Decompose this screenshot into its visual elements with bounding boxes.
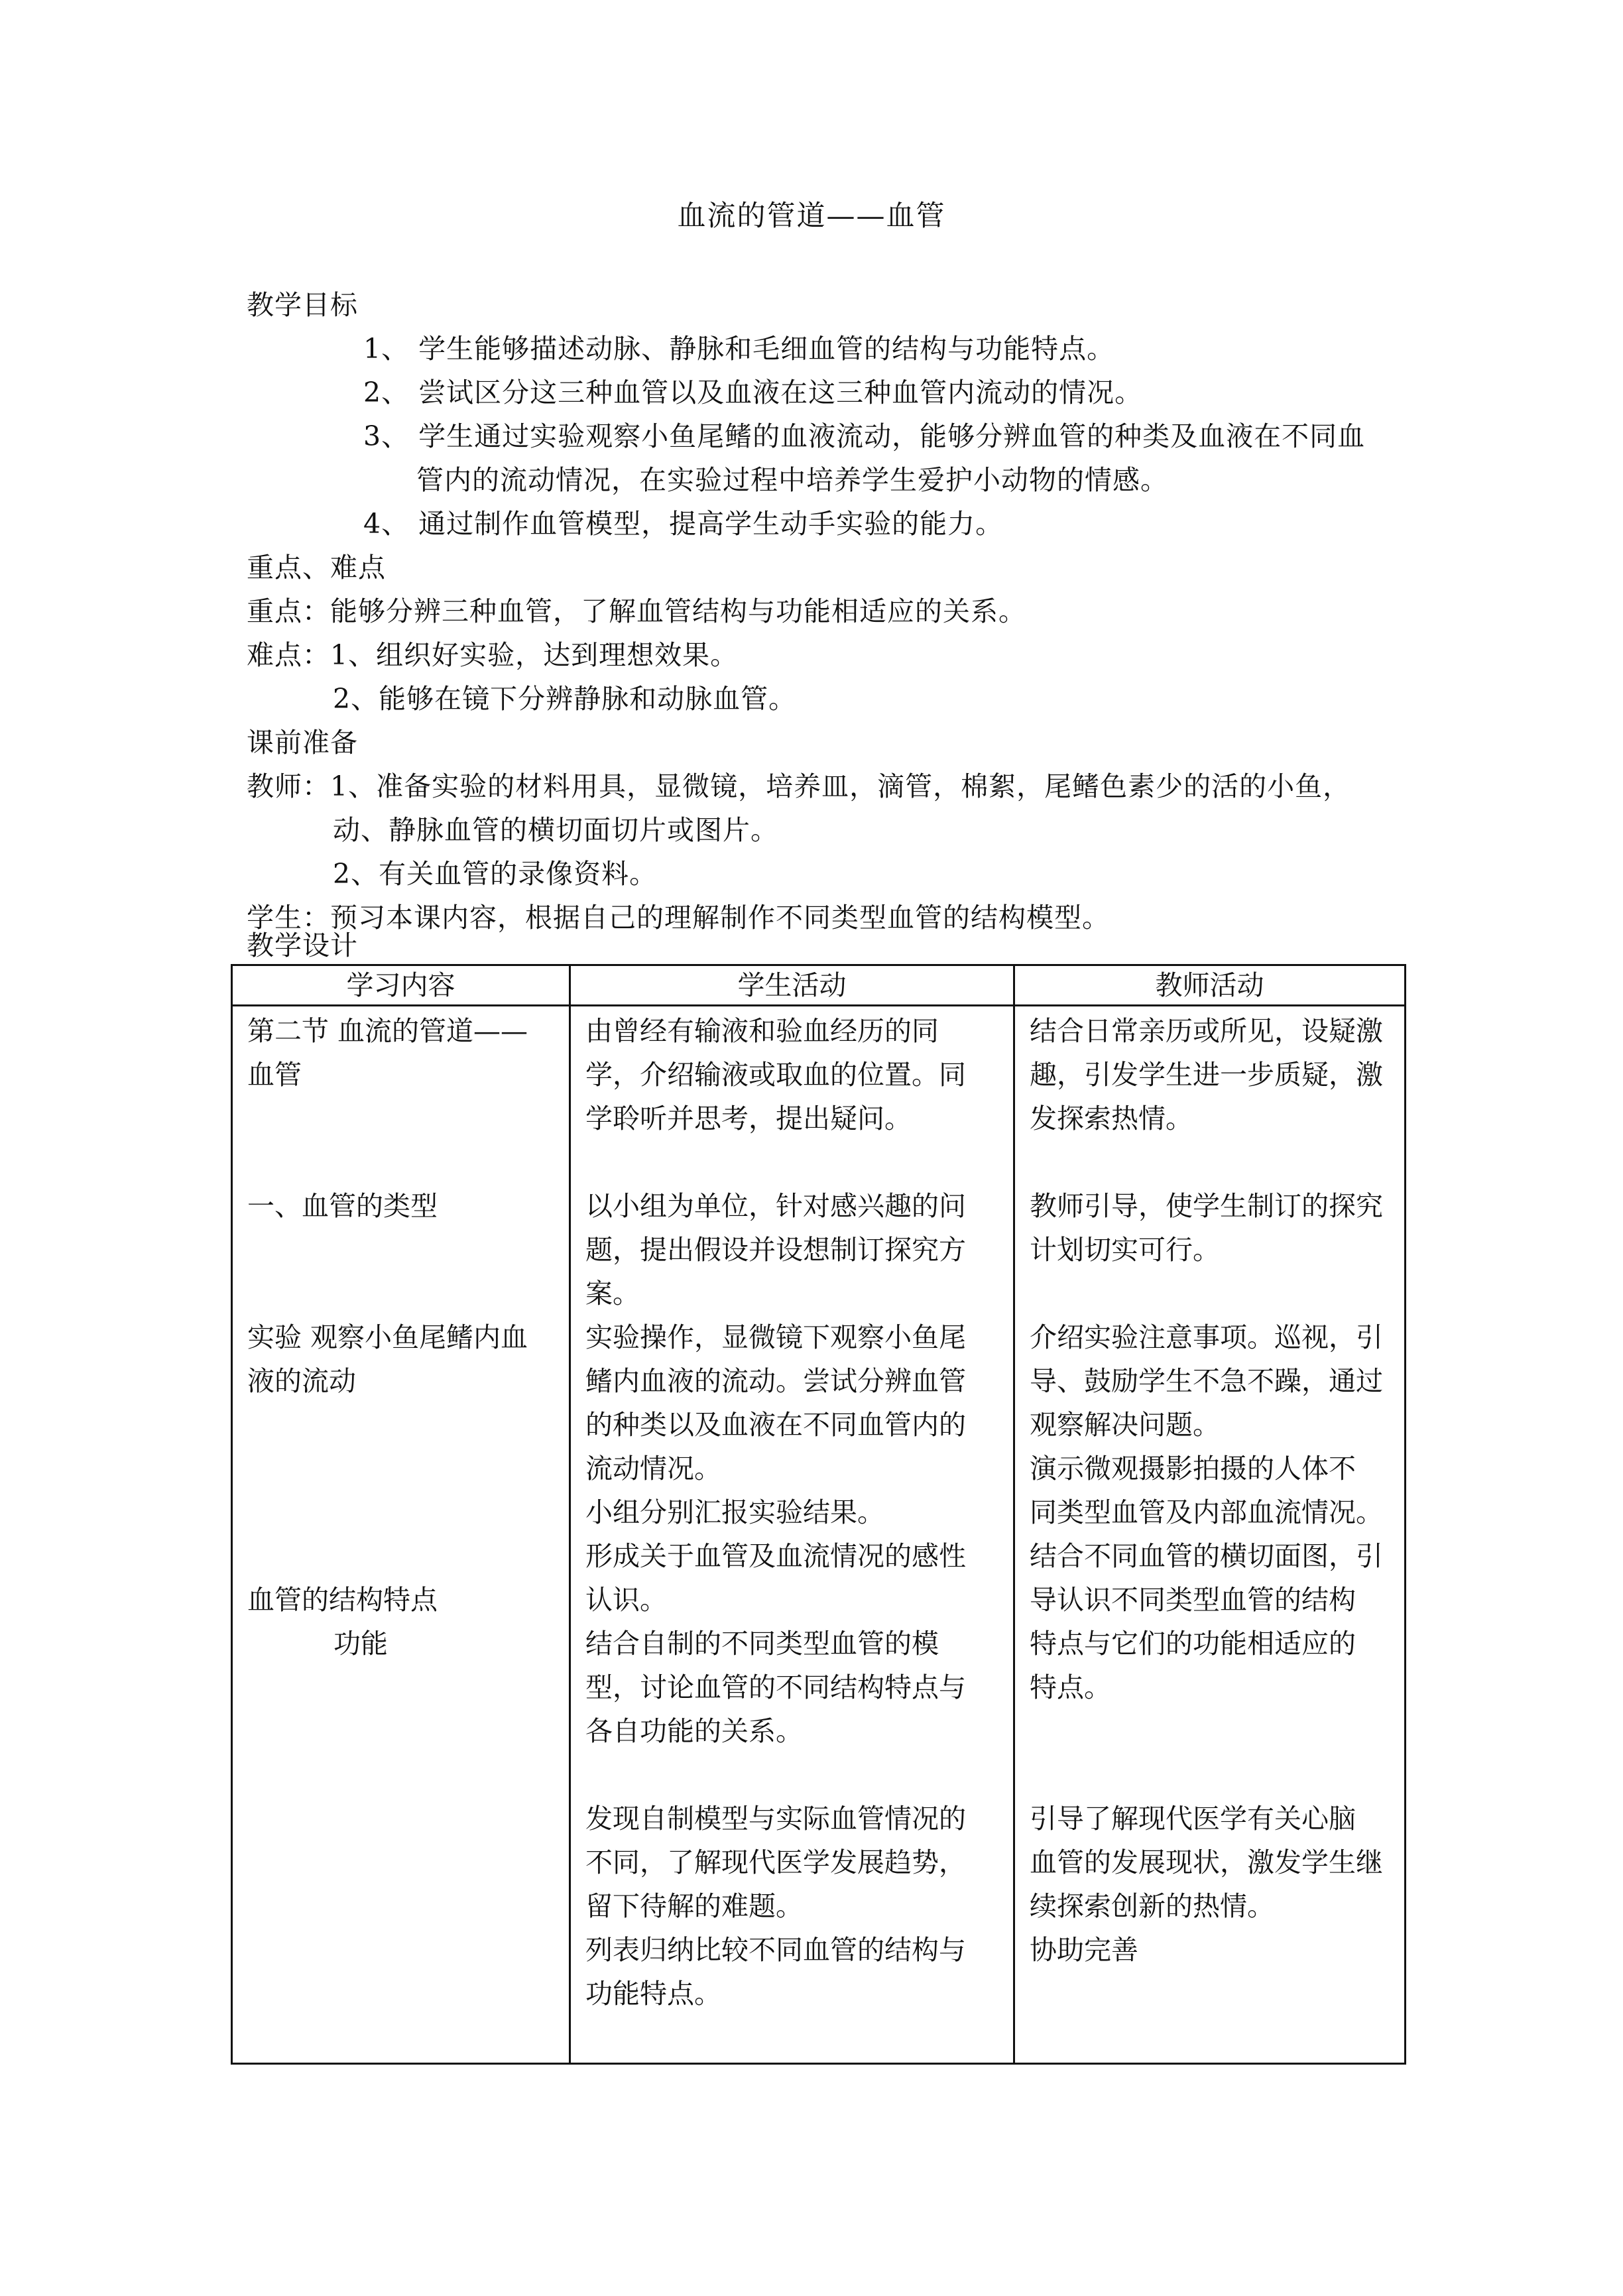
table-row [232, 1006, 1406, 2064]
teacher-prep-1: 教师：1、准备实验的材料用具，显微镜，培养皿，滴管，棉絮，尾鳍色素少的活的小鱼， [247, 770, 1351, 802]
table-header-row [232, 965, 1406, 1006]
student-r3-line1: 实验操作，显微镜下观察小鱼尾 [585, 1321, 966, 1353]
content-r1-line1: 第二节 血流的管道—— [247, 1015, 528, 1047]
objective-4: 4、 通过制作血管模型，提高学生动手实验的能力。 [363, 508, 1004, 540]
objectives-heading: 教学目标 [247, 289, 358, 321]
student-r3-line7: 认识。 [585, 1584, 667, 1616]
column-header-teacher: 教师活动 [1014, 965, 1406, 1006]
content-r4-line1: 血管的结构特点 [247, 1584, 438, 1616]
student-r5-line2: 不同，了解现代医学发展趋势， [585, 1846, 966, 1878]
student-r1-line1: 由曾经有输液和验血经历的同 [585, 1015, 939, 1047]
column-header-student: 学生活动 [570, 965, 1014, 1006]
teacher-r5-line4: 协助完善 [1030, 1934, 1138, 1966]
content-r3-line2: 液的流动 [247, 1365, 356, 1397]
difficult-point-1: 难点：1、组织好实验，达到理想效果。 [247, 639, 739, 671]
student-activity-column [570, 1006, 1014, 2064]
teacher-r2-line1: 教师引导，使学生制订的探究 [1030, 1190, 1383, 1222]
teacher-r1-line1: 结合日常亲历或所见，设疑激 [1030, 1015, 1383, 1047]
student-r5-line5: 功能特点。 [585, 1978, 721, 2010]
teacher-r5-line2: 血管的发展现状，激发学生继 [1030, 1846, 1383, 1878]
student-r3-line2: 鳍内血液的流动。尝试分辨血管 [585, 1365, 966, 1397]
student-r2-line1: 以小组为单位，针对感兴趣的问 [585, 1190, 966, 1222]
student-r3-line3: 的种类以及血液在不同血管内的 [585, 1409, 966, 1441]
teacher-r3-line6: 结合不同血管的横切面图，引 [1030, 1540, 1383, 1572]
teacher-r3-line4: 演示微观摄影拍摄的人体不 [1030, 1453, 1356, 1484]
content-r4-line2: 功能 [333, 1628, 388, 1660]
student-r1-line3: 学聆听并思考，提出疑问。 [585, 1103, 912, 1134]
student-prep: 学生：预习本课内容，根据自己的理解制作不同类型血管的结构模型。 [247, 902, 1110, 934]
content-r1-line2: 血管 [247, 1059, 302, 1091]
page-title: 血流的管道——血管 [677, 200, 946, 233]
teacher-r3-line3: 观察解决问题。 [1030, 1409, 1220, 1441]
student-r1-line2: 学，介绍输液或取血的位置。同 [585, 1059, 966, 1091]
preparation-heading: 课前准备 [247, 727, 358, 758]
student-r4-line3: 各自功能的关系。 [585, 1715, 803, 1747]
student-r2-line2: 题，提出假设并设想制订探究方 [585, 1234, 966, 1266]
objective-3: 3、 学生通过实验观察小鱼尾鳍的血液流动，能够分辨血管的种类及血液在不同血 [363, 420, 1366, 452]
teacher-activity-column [1014, 1006, 1406, 2064]
student-r3-line6: 形成关于血管及血流情况的感性 [585, 1540, 966, 1572]
key-point: 重点：能够分辨三种血管，了解血管结构与功能相适应的关系。 [247, 595, 1026, 627]
column-header-content: 学习内容 [232, 965, 570, 1006]
teacher-r1-line3: 发探索热情。 [1030, 1103, 1193, 1134]
objective-1: 1、 学生能够描述动脉、静脉和毛细血管的结构与功能特点。 [363, 333, 1115, 365]
objective-3-cont: 管内的流动情况，在实验过程中培养学生爱护小动物的情感。 [416, 464, 1168, 496]
teacher-r3-line2: 导、鼓励学生不急不躁，通过 [1030, 1365, 1383, 1397]
design-heading: 教学设计 [247, 930, 358, 961]
teacher-r1-line2: 趣，引发学生进一步质疑，激 [1030, 1059, 1383, 1091]
content-r3-line1: 实验 观察小鱼尾鳍内血 [247, 1321, 528, 1353]
student-r2-line3: 案。 [585, 1278, 640, 1309]
objective-2: 2、 尝试区分这三种血管以及血液在这三种血管内流动的情况。 [363, 377, 1143, 408]
teacher-r3-line5: 同类型血管及内部血流情况。 [1030, 1496, 1383, 1528]
teacher-prep-1-cont: 动、静脉血管的横切面切片或图片。 [333, 814, 778, 846]
difficult-point-2: 2、能够在镜下分辨静脉和动脉血管。 [333, 683, 797, 715]
student-r5-line3: 留下待解的难题。 [585, 1890, 803, 1922]
student-r3-line5: 小组分别汇报实验结果。 [585, 1496, 884, 1528]
key-points-heading: 重点、难点 [247, 552, 386, 583]
student-r4-line2: 型，讨论血管的不同结构特点与 [585, 1671, 966, 1703]
content-r2-line1: 一、血管的类型 [247, 1190, 438, 1222]
teacher-r5-line1: 引导了解现代医学有关心脑 [1030, 1803, 1356, 1835]
teacher-r3-line8: 特点与它们的功能相适应的 [1030, 1628, 1356, 1660]
teacher-prep-2: 2、有关血管的录像资料。 [333, 858, 658, 890]
teacher-r3-line1: 介绍实验注意事项。巡视，引 [1030, 1321, 1383, 1353]
content-column [232, 1006, 570, 2064]
teacher-r5-line3: 续探索创新的热情。 [1030, 1890, 1274, 1922]
teacher-r3-line9: 特点。 [1030, 1671, 1111, 1703]
student-r4-line1: 结合自制的不同类型血管的模 [585, 1628, 939, 1660]
teaching-design-table [231, 964, 1406, 2065]
student-r5-line4: 列表归纳比较不同血管的结构与 [585, 1934, 966, 1966]
teacher-r3-line7: 导认识不同类型血管的结构 [1030, 1584, 1356, 1616]
student-r3-line4: 流动情况。 [585, 1453, 721, 1484]
student-r5-line1: 发现自制模型与实际血管情况的 [585, 1803, 966, 1835]
teacher-r2-line2: 计划切实可行。 [1030, 1234, 1220, 1266]
